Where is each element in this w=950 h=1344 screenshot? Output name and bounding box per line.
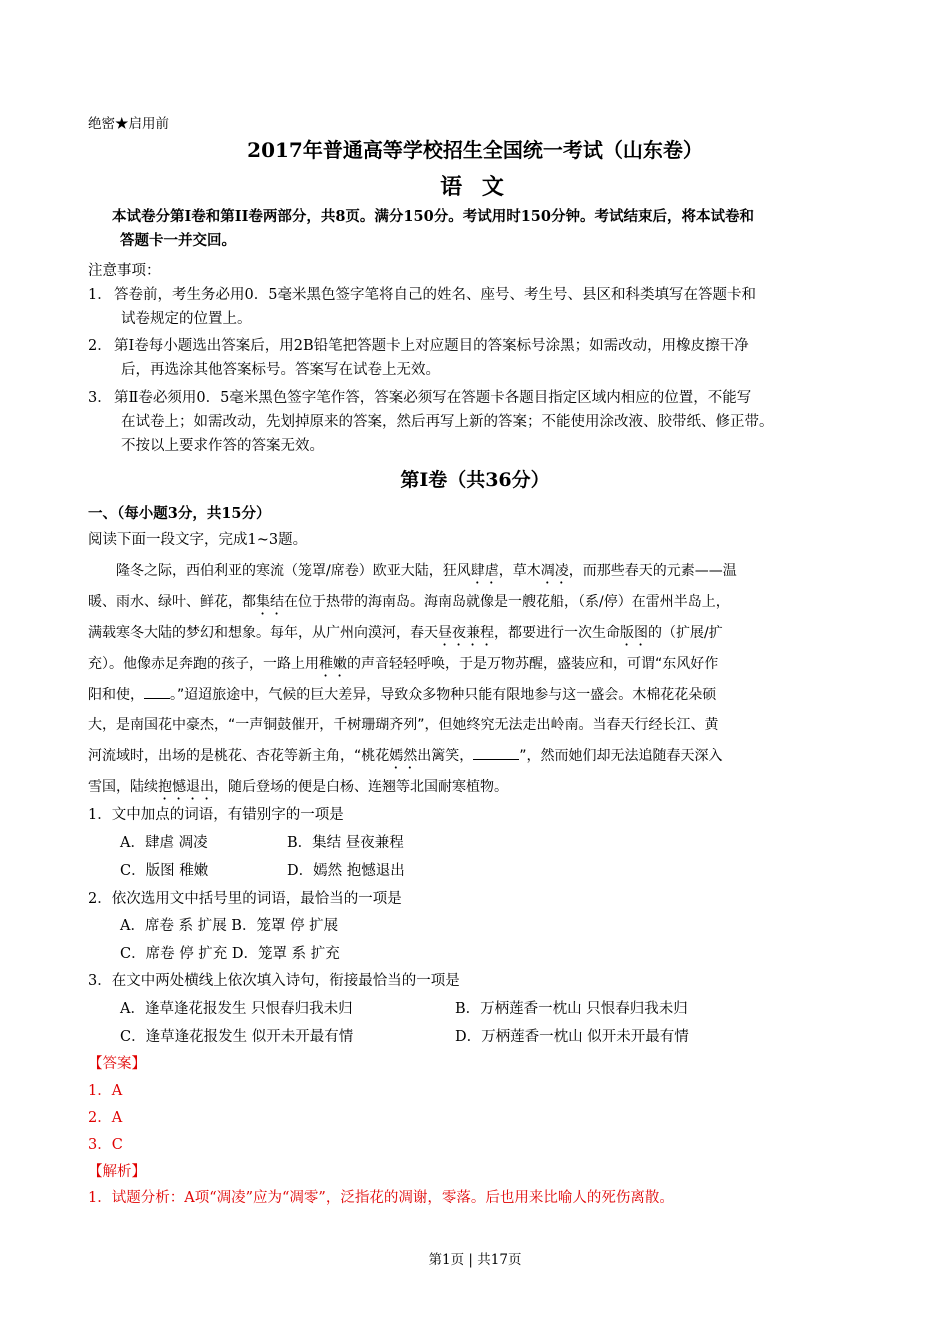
- question-3-option-d: D．万柄莲香一枕山 似开未开最有情: [455, 1029, 689, 1045]
- question-1-option-a: A．肆虐 凋凌: [120, 835, 208, 851]
- question-3-stem: 3．在文中两处横线上依次填入诗句，衔接最恰当的一项是: [88, 973, 460, 989]
- exam-intro: [112, 205, 865, 253]
- question-2-option-ab: A．席卷 系 扩展 B．笼罩 停 扩展: [120, 918, 339, 934]
- passage-line: [88, 556, 863, 587]
- analysis-heading: 【解析】: [88, 1164, 146, 1180]
- answer-item-2: 2．A: [88, 1110, 123, 1126]
- question-2-stem: 2．依次选用文中括号里的词语，最恰当的一项是: [88, 891, 402, 907]
- notice-number: 1．: [88, 287, 112, 303]
- question-2-option-cd: C．席卷 停 扩充 D．笼罩 系 扩充: [120, 946, 340, 962]
- passage-text: ，随后登场的便是白杨、连翘等北国耐寒植物。: [214, 778, 508, 795]
- passage-text: 阳和使，: [88, 687, 144, 703]
- passage-line: [88, 772, 863, 803]
- passage-text: ，而那些春天的元素——温: [568, 563, 737, 579]
- question-1-stem: 1．文中加点的词语，有错别字的一项是: [88, 807, 344, 823]
- dotted-word: 集结: [256, 594, 284, 610]
- passage-line: 大，是南国花中豪杰，“一声铜鼓催开，千树珊瑚齐列”，但她终究无法走出岭南。当春天行经长江、黄: [88, 717, 719, 734]
- analysis-item-1: 1．试题分析：A项“凋凌”应为“凋零”，泛指花的凋谢，零落。后也用来比喻人的死伤离散。: [88, 1190, 674, 1206]
- confidential-mark: 绝密★启用前: [88, 116, 169, 132]
- passage-text: 的声音轻轻呼唤，于是万物苏醒，盛装应和，可谓“东风好作: [347, 656, 719, 672]
- dotted-word: 版图: [620, 625, 648, 641]
- answer-heading: 【答案】: [88, 1056, 146, 1072]
- intro-line-1: 本试卷分第I卷和第II卷两部分，共8页。满分150分。考试用时150分钟。考试结束后，将本试卷和: [112, 208, 754, 225]
- passage-line: [88, 587, 863, 618]
- passage-text: 河流域时，出场的是桃花、杏花等新主角，“桃花: [88, 747, 390, 764]
- notice-text: 后，再选涂其他答案标号。答案写在试卷上无效。: [121, 362, 440, 378]
- notice-item-3: [88, 386, 863, 458]
- notice-number: 3．: [88, 390, 112, 406]
- dotted-word: 凋凌: [540, 563, 569, 579]
- question-3-option-a: A．逢草逢花报发生 只恨春归我未归: [120, 1001, 353, 1017]
- notice-text: 不按以上要求作答的答案无效。: [121, 438, 324, 454]
- answer-item-3: 3．C: [88, 1137, 123, 1153]
- passage-text: ”，然而她们却无法追随春天深入: [519, 747, 723, 764]
- dotted-word: 肆虐: [470, 563, 499, 579]
- subject-title: 语 文: [440, 174, 510, 200]
- notice-text: 第Ⅰ卷每小题选出答案后，用2B铅笔把答题卡上对应题目的答案标号涂黑；如需改动，用橡皮擦干净: [114, 338, 749, 354]
- fill-blank-1: [144, 684, 170, 699]
- passage-text: ，都要进行一次生命: [494, 625, 620, 641]
- passage-text: 的（扩展/扩: [648, 625, 723, 641]
- notice-item-2: [88, 334, 863, 382]
- reading-passage: [88, 556, 863, 803]
- notice-text: 答卷前，考生务必用0．5毫米黑色签字笔将自己的姓名、座号、考生号、县区和科类填写在答题卡和: [114, 287, 756, 303]
- question-1-option-c: C．版图 稚嫩: [120, 863, 209, 879]
- reading-instruction: 阅读下面一段文字，完成1~3题。: [88, 532, 308, 548]
- exam-title: 2017年普通高等学校招生全国统一考试（山东卷）: [247, 138, 703, 162]
- passage-text: 。”迢迢旅途中，气候的巨大差异，导致众多物种只能有限地参与这一盛会。木棉花花朵硕: [170, 687, 717, 703]
- dotted-word: 嫣然: [389, 747, 418, 764]
- notice-number: 2．: [88, 338, 112, 354]
- page-footer: 第1页 | 共17页: [428, 1252, 522, 1268]
- notice-title: 注意事项：: [88, 263, 161, 279]
- passage-text: 在位于热带的海南岛。海南岛就像是一艘花船，（系/停）在雷州半岛上，: [284, 594, 730, 610]
- passage-text: 充）。他像赤足奔跑的孩子，一路上用: [88, 656, 319, 672]
- question-3-option-b: B．万柄莲香一枕山 只恨春归我未归: [455, 1001, 688, 1017]
- notice-text: 第Ⅱ卷必须用0．5毫米黑色签字笔作答，答案必须写在答题卡各题目指定区域内相应的位置，不能写: [114, 390, 752, 406]
- question-1-option-d: D．嫣然 抱憾退出: [287, 863, 405, 879]
- dotted-word: 抱憾退出: [158, 778, 214, 795]
- passage-line: [88, 618, 863, 649]
- passage-text: 暖、雨水、绿叶、鲜花，都: [88, 594, 256, 610]
- question-1-option-b: B．集结 昼夜兼程: [287, 835, 404, 851]
- notice-text: 试卷规定的位置上。: [121, 311, 252, 327]
- passage-text: 满载寒冬大陆的梦幻和想象。每年，从广州向漠河，春天: [88, 625, 438, 641]
- passage-line: [88, 649, 863, 680]
- answer-item-1: 1．A: [88, 1083, 123, 1099]
- passage-text: ，草木: [498, 563, 541, 579]
- notice-text: 在试卷上；如需改动，先划掉原来的答案，然后再写上新的答案；不能使用涂改液、胶带纸、修正带。: [121, 414, 774, 430]
- passage-text: 隆冬之际，西伯利亚的寒流（笼罩/席卷）欧亚大陆，狂风: [116, 563, 471, 579]
- question-3-option-c: C．逢草逢花报发生 似开未开最有情: [120, 1029, 354, 1045]
- section-title: 第I卷（共36分）: [400, 469, 550, 491]
- passage-line: [88, 741, 863, 772]
- notice-item-1: [88, 283, 863, 331]
- passage-line: [88, 680, 863, 710]
- dotted-word: 昼夜兼程: [438, 625, 494, 641]
- passage-text: 雪国，陆续: [88, 778, 158, 795]
- dotted-word: 稚嫩: [319, 656, 347, 672]
- passage-text: 出篱笑，: [417, 747, 474, 764]
- part-heading: 一、（每小题3分，共15分）: [88, 505, 271, 522]
- intro-line-2: 答题卡一并交回。: [120, 232, 236, 249]
- fill-blank-2: [473, 745, 519, 760]
